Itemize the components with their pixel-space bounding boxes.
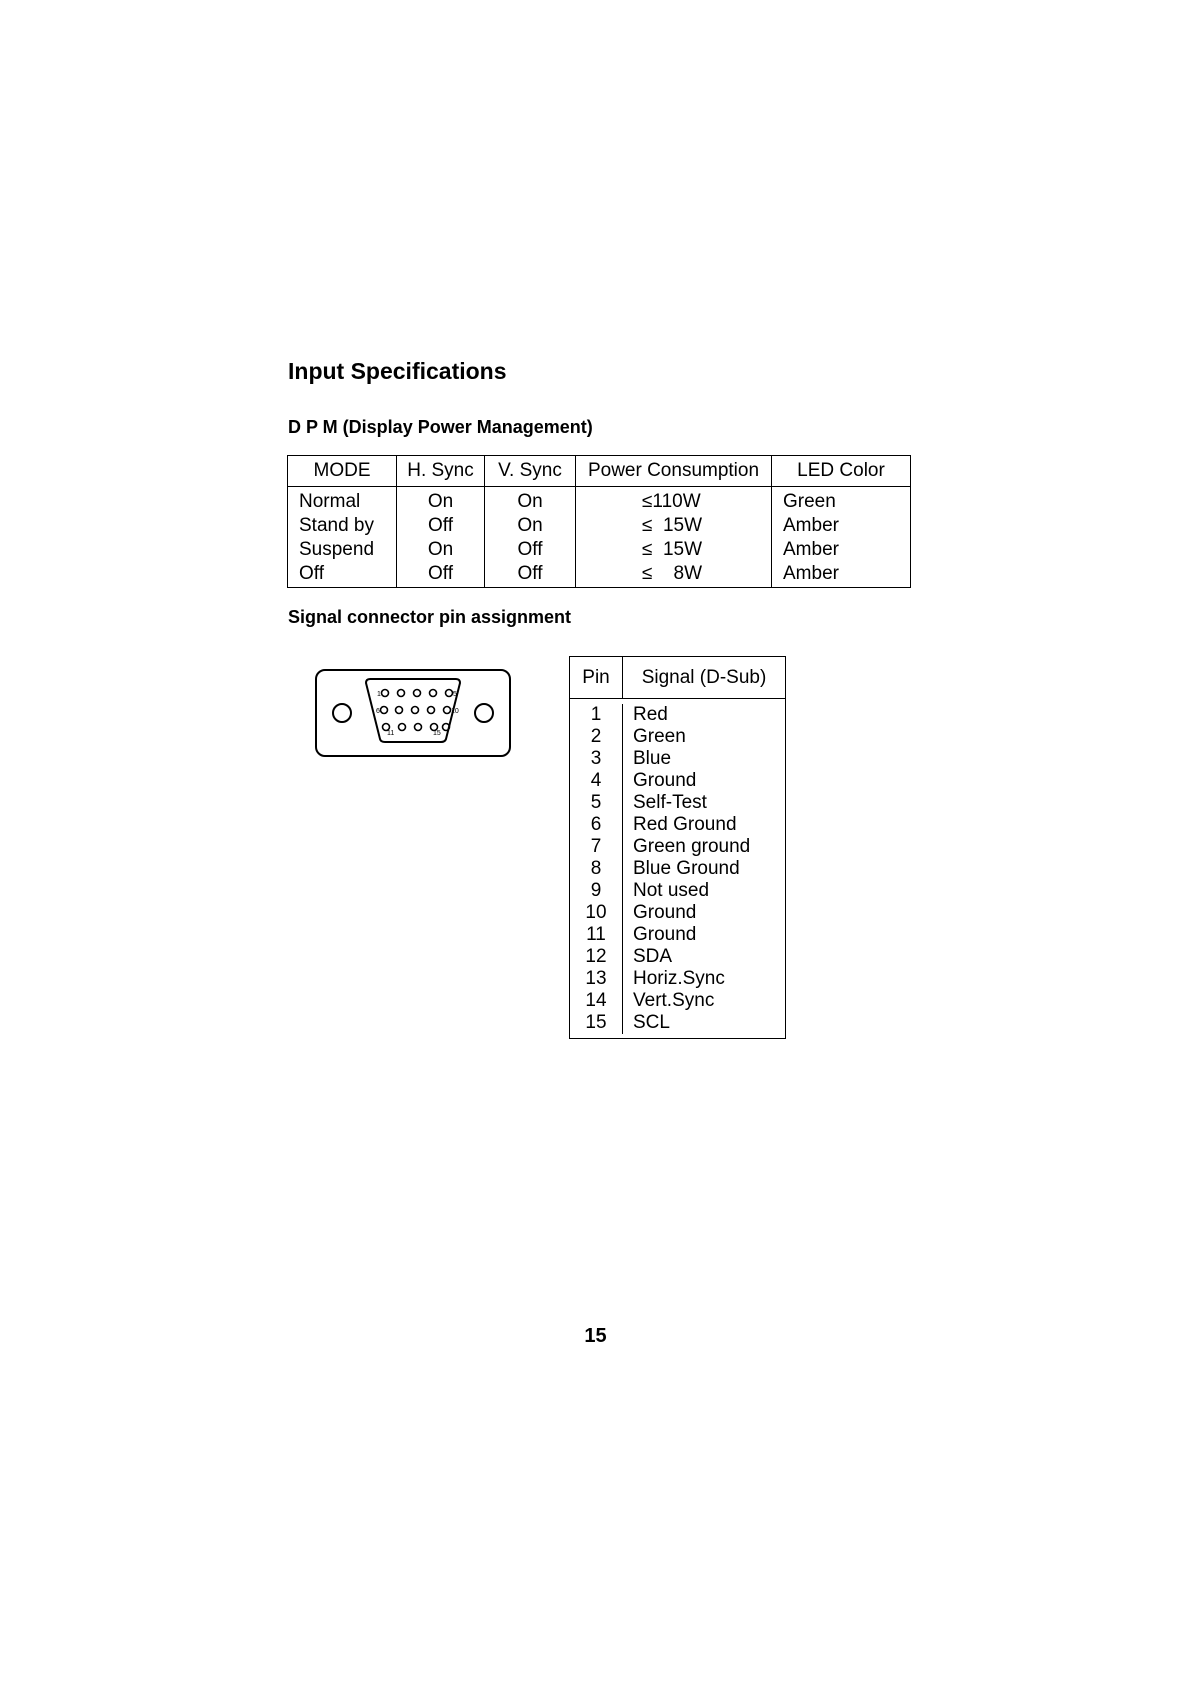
hsync-cell: Off: [428, 515, 453, 536]
pin-number: 7: [590, 836, 602, 857]
led-column: [772, 487, 910, 587]
pin-column: [570, 704, 623, 1034]
signal-name: Horiz.Sync: [633, 968, 725, 989]
pin-number: 3: [590, 748, 602, 769]
pin-header-row: [570, 657, 785, 699]
signal-name: Vert.Sync: [633, 990, 715, 1011]
pin-table: [569, 656, 786, 1039]
dpm-header-row: [288, 456, 910, 487]
vsync-cell: Off: [517, 539, 543, 560]
signal-header: Signal (D-Sub): [641, 666, 767, 688]
mode-header: MODE: [288, 456, 397, 486]
mode-cell: Normal: [299, 491, 361, 512]
pin-label: 1: [377, 691, 381, 698]
page-number: 15: [584, 1325, 607, 1347]
mounting-hole-icon: [333, 704, 351, 722]
vsync-cell: On: [517, 491, 543, 512]
pin-number: 9: [590, 880, 602, 901]
signal-heading: Signal connector pin assignment: [288, 607, 572, 627]
pin-body: [570, 699, 785, 1038]
hsync-header: H. Sync: [397, 456, 485, 486]
pin-number: 15: [585, 1012, 607, 1033]
led-header: LED Color: [797, 460, 885, 481]
signal-name: Ground: [633, 770, 697, 791]
signal-name: SDA: [633, 946, 673, 967]
vsync-header: V. Sync: [485, 456, 576, 486]
pin-label: 11: [387, 730, 395, 737]
mode-cell: Stand by: [299, 515, 374, 536]
pin-label: 15: [433, 730, 441, 737]
pin-label: 6: [376, 708, 380, 715]
signal-name: Red: [633, 704, 668, 725]
signal-name: Self-Test: [633, 792, 707, 813]
pin-number: 12: [585, 946, 607, 967]
pin-number: 14: [585, 990, 607, 1011]
dpm-heading: D P M (Display Power Management): [288, 417, 593, 437]
signal-name: Green: [633, 726, 686, 747]
vsync-column: [485, 487, 576, 587]
signal-name: Red Ground: [633, 814, 737, 835]
pin-label: 5: [453, 691, 457, 698]
led-cell: Green: [783, 491, 836, 512]
vsync-cell: On: [517, 515, 543, 536]
hsync-cell: Off: [428, 563, 453, 584]
led-cell: Amber: [783, 539, 839, 560]
signal-name: Ground: [633, 902, 697, 923]
pin-label: 10: [451, 708, 459, 715]
led-cell: Amber: [783, 515, 839, 536]
pin-number: 6: [590, 814, 602, 835]
mode-cell: Off: [299, 563, 324, 584]
power-header: Power Consumption: [576, 456, 772, 486]
signal-name: Blue: [633, 748, 672, 769]
power-cell: ≤ 15W: [642, 515, 703, 536]
mode-column: [288, 487, 397, 587]
signal-name: Green ground: [633, 836, 751, 857]
dpm-body: [288, 487, 910, 587]
signal-name: SCL: [633, 1012, 670, 1033]
pin-number: 8: [590, 858, 602, 879]
pin-number: 2: [590, 726, 602, 747]
power-cell: ≤ 8W: [642, 563, 703, 584]
mounting-hole-icon: [475, 704, 493, 722]
signal-name: Not used: [633, 880, 710, 901]
pin-number: 10: [585, 902, 607, 923]
power-cell: ≤110W: [642, 491, 701, 512]
led-cell: Amber: [783, 563, 839, 584]
pin-number: 13: [585, 968, 607, 989]
pin-number: 5: [590, 792, 602, 813]
vsync-cell: Off: [517, 563, 543, 584]
power-column: [576, 487, 772, 587]
signal-name: Blue Ground: [633, 858, 740, 879]
hsync-cell: On: [427, 491, 454, 512]
pin-holes: [381, 690, 453, 731]
dpm-table: [287, 455, 911, 588]
power-cell: ≤ 15W: [642, 539, 703, 560]
dsub-connector-icon: [314, 668, 512, 758]
pin-number: 11: [586, 924, 606, 945]
pin-header: Pin: [570, 657, 623, 698]
pin-number: 1: [590, 704, 602, 725]
signal-column: [623, 704, 785, 1034]
mode-cell: Suspend: [299, 539, 375, 560]
signal-name: Ground: [633, 924, 697, 945]
page-title: Input Specifications: [288, 358, 507, 384]
pin-number: 4: [590, 770, 602, 791]
hsync-cell: On: [427, 539, 454, 560]
hsync-column: [397, 487, 485, 587]
